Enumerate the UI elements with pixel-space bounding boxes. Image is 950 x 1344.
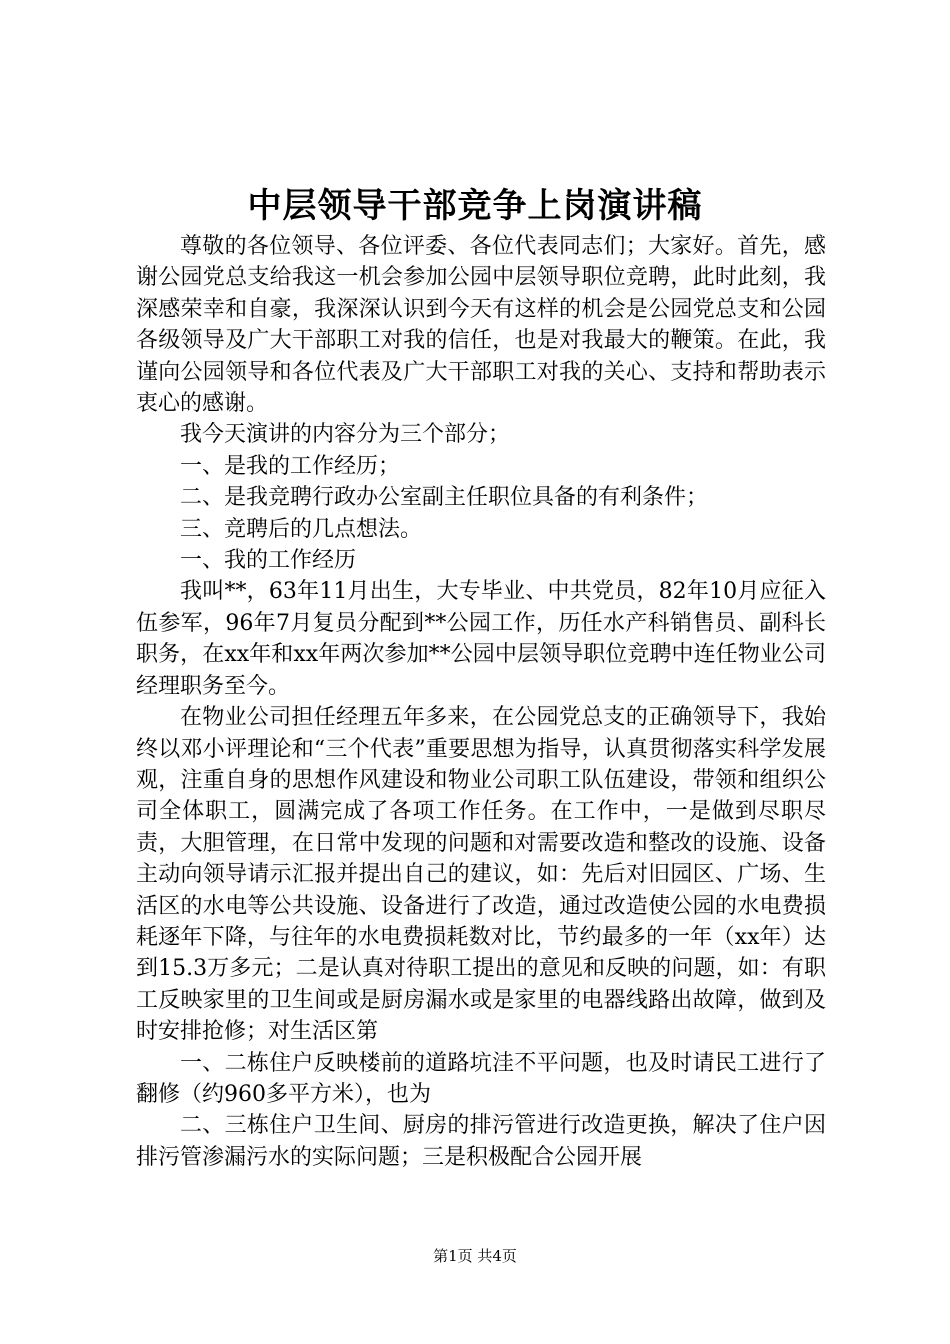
- paragraph-outline-intro: 我今天演讲的内容分为三个部分；: [180, 422, 511, 448]
- paragraph-greeting: 尊敬的各位领导、各位评委、各位代表同志们；大家好。首先，感谢公园党总支给我这一机会参加公园中层领导职位竞聘，此时此刻，我深感荣幸和自豪，我深深认识到今天有这样的机会是公园党总支和公园各级领导及广大干部职工对我的信任，也是对我最大的鞭策。在此，我谨向公园领导和各位代表及广大干部职工对我的关心、支持和帮助表示衷心的感谢。: [136, 234, 826, 417]
- document-body: [136, 231, 826, 1173]
- page-number-footer: 第1页 共4页: [433, 1247, 517, 1265]
- paragraph-work-achievements: 在物业公司担任经理五年多来，在公园党总支的正确领导下，我始终以邓小评理论和“三个代表”重要思想为指导，认真贯彻落实科学发展观，注重自身的思想作风建设和物业公司职工队伍建设，带领和组织公司全体职工，圆满完成了各项工作任务。在工作中，一是做到尽职尽责，大胆管理，在日常中发现的问题和对需要改造和整改的设施、设备主动向领导请示汇报并提出自己的建议，如：先后对旧园区、广场、生活区的水电等公共设施、设备进行了改造，通过改造使公园的水电费损耗逐年下降，与往年的水电费损耗数对比，节约最多的一年（xx年）达到15.3万多元；二是认真对待职工提出的意见和反映的问题，如：有职工反映家里的卫生间或是厨房漏水或是家里的电器线路出故障，做到及时安排抢修；对生活区第: [136, 705, 826, 1045]
- paragraph-outline-item-2: 二、是我竞聘行政办公室副主任职位具备的有利条件；: [180, 485, 709, 511]
- paragraph-road-repair: 一、二栋住户反映楼前的道路坑洼不平问题，也及时请民工进行了翻修（约960多平方米），也为: [136, 1050, 826, 1107]
- paragraph-outline-item-3: 三、竞聘后的几点想法。: [180, 516, 423, 542]
- paragraph-personal-background: 我叫**，63年11月出生，大专毕业、中共党员，82年10月应征入伍参军，96年7月复员分配到**公园工作，历任水产科销售员、副科长职务，在xx年和xx年两次参加**公园中层领导职位竞聘中连任物业公司经理职务至今。: [136, 579, 826, 699]
- paragraph-outline-item-1: 一、是我的工作经历；: [180, 453, 401, 479]
- document-title: 中层领导干部竞争上岗演讲稿: [247, 186, 703, 226]
- paragraph-drainage-repair: 二、三栋住户卫生间、厨房的排污管进行改造更换，解决了住户因排污管渗漏污水的实际问题；三是积极配合公园开展: [136, 1113, 826, 1170]
- section-heading-work-experience: 一、我的工作经历: [180, 548, 357, 574]
